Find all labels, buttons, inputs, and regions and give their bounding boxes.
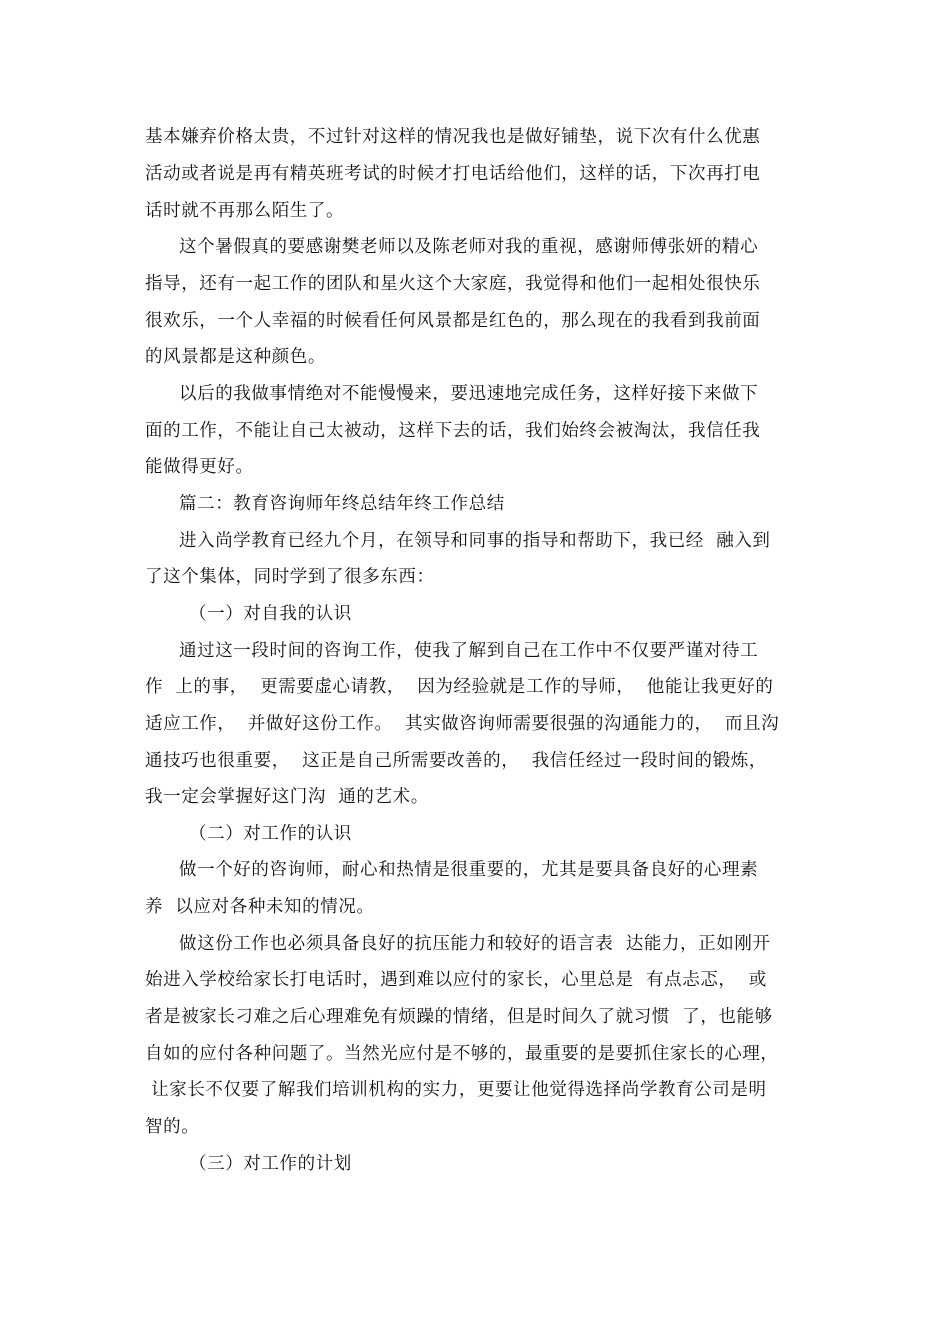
text-line: 面的工作，不能让自己太被动，这样下去的话，我们始终会被淘汰，我信任我 bbox=[145, 421, 761, 441]
subsection-heading: （一）对自我的认识 bbox=[189, 604, 352, 624]
text-line: 了这个集体，同时学到了很多东西： bbox=[145, 567, 435, 587]
text-line: 做一个好的咨询师，耐心和热情是很重要的，尤其是要具备良好的心理素 bbox=[179, 860, 759, 880]
text-line: 进入尚学教育已经九个月，在领导和同事的指导和帮助下，我已经 融入到 bbox=[179, 531, 771, 551]
text-line: 这个暑假真的要感谢樊老师以及陈老师对我的重视，感谢师傅张妍的精心 bbox=[179, 237, 759, 257]
text-line: 通过这一段时间的咨询工作，使我了解到自己在工作中不仅要严谨对待工 bbox=[179, 641, 759, 661]
text-line: 以后的我做事情绝对不能慢慢来，要迅速地完成任务，这样好接下来做下 bbox=[179, 384, 759, 404]
text-line: 让家长不仅要了解我们培训机构的实力，更要让他觉得选择尚学教育公司是明 bbox=[145, 1080, 767, 1100]
text-line: 做这份工作也必须具备良好的抗压能力和较好的语言表 达能力，正如刚开 bbox=[179, 934, 771, 954]
text-line: 作 上的事， 更需要虚心请教， 因为经验就是工作的导师， 他能让我更好的 bbox=[145, 677, 774, 697]
text-line: 很欢乐，一个人幸福的时候看任何风景都是红色的，那么现在的我看到我前面 bbox=[145, 311, 761, 331]
text-line: 基本嫌弃价格太贵，不过针对这样的情况我也是做好铺垫，说下次有什么优惠 bbox=[145, 127, 761, 147]
section-heading: 篇二：教育咨询师年终总结年终工作总结 bbox=[179, 494, 505, 514]
text-line: 始进入学校给家长打电话时，遇到难以应付的家长，心里总是 有点忐忑， 或 bbox=[145, 970, 767, 990]
subsection-heading: （二）对工作的认识 bbox=[189, 824, 352, 844]
text-line: 者是被家长刁难之后心理难免有烦躁的情绪，但是时间久了就习惯 了，也能够 bbox=[145, 1007, 773, 1027]
subsection-heading: （三）对工作的计划 bbox=[189, 1154, 352, 1174]
text-line: 话时就不再那么陌生了。 bbox=[145, 201, 345, 221]
text-line: 活动或者说是再有精英班考试的时候才打电话给他们，这样的话，下次再打电 bbox=[145, 164, 761, 184]
text-line: 指导，还有一起工作的团队和星火这个大家庭，我觉得和他们一起相处很快乐 bbox=[145, 274, 761, 294]
text-line: 通技巧也很重要， 这正是自己所需要改善的， 我信任经过一段时间的锻炼， bbox=[145, 751, 767, 771]
text-line: 的风景都是这种颜色。 bbox=[145, 347, 326, 367]
text-line: 养 以应对各种未知的情况。 bbox=[145, 897, 375, 917]
text-line: 我一定会掌握好这门沟 通的艺术。 bbox=[145, 787, 429, 807]
text-line: 自如的应付各种问题了。当然光应付是不够的，最重要的是要抓住家长的心理， bbox=[145, 1044, 779, 1064]
text-line: 适应工作， 并做好这份工作。 其实做咨询师需要很强的沟通能力的， 而且沟 bbox=[145, 714, 780, 734]
text-line: 智的。 bbox=[145, 1117, 200, 1137]
text-line: 能做得更好。 bbox=[145, 457, 254, 477]
